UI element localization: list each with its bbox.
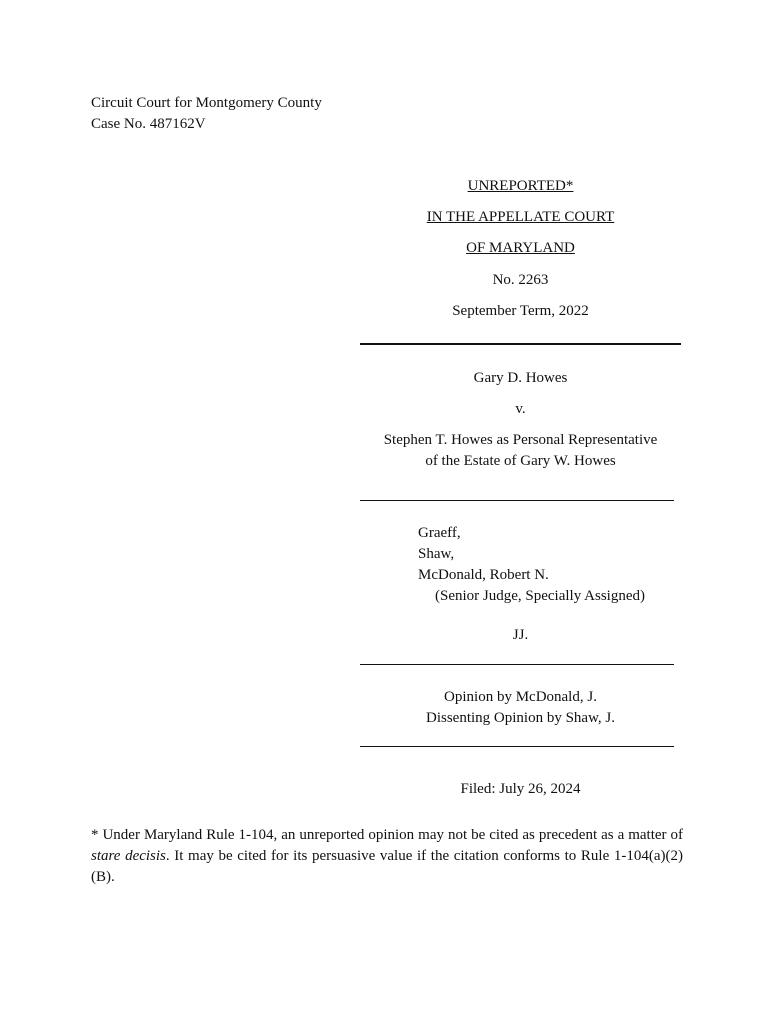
court-name-line2: OF MARYLAND xyxy=(466,240,575,256)
case-number: Case No. 487162V xyxy=(91,116,206,132)
filed-date: Filed: July 26, 2024 xyxy=(460,781,581,797)
caption-divider xyxy=(360,343,681,345)
appellant-name: Gary D. Howes xyxy=(473,370,568,386)
judge-shaw: Shaw, xyxy=(418,546,455,562)
versus: v. xyxy=(515,401,526,417)
panel-divider xyxy=(360,664,674,665)
judge-mcdonald-note: (Senior Judge, Specially Assigned) xyxy=(435,588,645,604)
opinion-author: Opinion by McDonald, J. xyxy=(444,689,597,705)
appellee-line1: Stephen T. Howes as Personal Representative xyxy=(383,432,658,448)
judges-suffix: JJ. xyxy=(512,627,529,643)
unreported-footnote: * Under Maryland Rule 1-104, an unreported opinion may not be cited as precedent as a matter of stare decisis. It may be cited for its persuasive value if the citation conforms to Rule 1-104(a)(2)(B). xyxy=(91,827,683,885)
opinion-divider xyxy=(360,746,674,747)
term: September Term, 2022 xyxy=(452,303,589,319)
stare-decisis-italic: stare decisis xyxy=(91,848,166,864)
dissent-author: Dissenting Opinion by Shaw, J. xyxy=(425,710,616,726)
court-name-line1: IN THE APPELLATE COURT xyxy=(426,209,615,225)
unreported-label: UNREPORTED* xyxy=(467,178,574,194)
judge-mcdonald: McDonald, Robert N. xyxy=(418,567,549,583)
appeal-number: No. 2263 xyxy=(492,272,549,288)
judge-graeff: Graeff, xyxy=(418,525,461,541)
appellee-line2: of the Estate of Gary W. Howes xyxy=(425,453,616,469)
parties-divider xyxy=(360,500,674,501)
lower-court-name: Circuit Court for Montgomery County xyxy=(91,95,322,111)
